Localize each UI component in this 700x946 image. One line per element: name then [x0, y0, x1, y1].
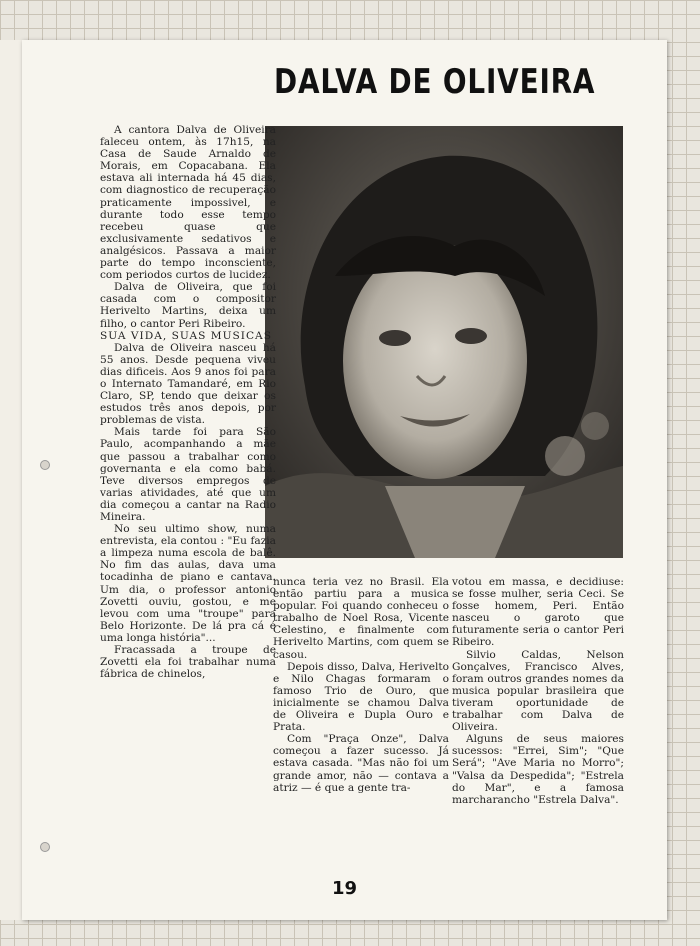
paragraph: Silvio Caldas, Nelson Gonçalves, Francisco Alves, foram outros grandes nomes da musica popular brasileira que tiveram oportunidade de trabalhar com Dalva de Oliveira.	[452, 648, 624, 734]
article-title: DALVA DE OLIVEIRA	[274, 62, 596, 102]
paragraph: votou em massa, e decidiuse: se fosse mulher, seria Ceci. Se fosse homem, Peri. Então nasceu o garoto que futuramente seria o cantor Peri Ribeiro.	[452, 576, 624, 649]
article-column-1	[100, 124, 276, 680]
staple-icon	[40, 460, 50, 470]
paragraph: Dalva de Oliveira nasceu há 55 anos. Desde pequena viveu dias dificeis. Aos 9 anos foi para o Internato Tamandaré, em Rio Claro, SP, tendo que deixar os estudos três anos depois, por problemas de vista.	[100, 341, 276, 427]
paragraph: No seu ultimo show, numa entrevista, ela contou : "Eu fazia a limpeza numa escola de balê. No fim das aulas, dava uma tocadinha de piano e cantava. Um dia, o professor antonio Zovetti ouviu, gostou, e me levou com uma "troupe" para Belo Horizonte. De lá pra cá é uma longa história"...	[100, 523, 276, 644]
paragraph: Mais tarde foi para São Paulo, acompanhando a mãe que passou a trabalhar como governanta e ela como babá. Teve diversos empregos de varias atividades, até que um dia começou a cantar na Radio Mineira.	[100, 426, 276, 523]
paragraph: Fracassada a troupe de Zovetti ela foi trabalhar numa fábrica de chinelos,	[100, 644, 276, 681]
section-subheading: SUA VIDA, SUAS MUSICAS	[100, 329, 272, 342]
paragraph: Com "Praça Onze", Dalva começou a fazer sucesso. Já estava casada. "Mas não foi um grande amor, não — contava a atriz — é que a gente tra-	[273, 733, 449, 794]
paragraph: A cantora Dalva de Oliveira faleceu ontem, às 17h15, na Casa de Saude Arnaldo de Morais, em Copacabana. Ela estava ali internada há 45 dias, com diagnostico de recuperação praticamente impossivel, e durante todo esse tempo recebeu quase que exclusivamente sedativos e analgésicos. Passava a maior parte do tempo inconsciente, com periodos curtos de lucidez.	[100, 124, 276, 282]
paragraph: Alguns de seus maiores sucessos: "Errei, Sim"; "Que Será"; "Ave Maria no Morro"; "Valsa da Despedida"; "Estrela do Mar", e a famosa marcharancho "Estrela Dalva".	[452, 733, 624, 806]
paragraph: Depois disso, Dalva, Herivelto e Nilo Chagas formaram o famoso Trio de Ouro, que inicialmente se chamou Dalva de Oliveira e Dupla Ouro e Prata.	[273, 660, 449, 734]
magazine-page	[22, 40, 667, 920]
paragraph: Dalva de Oliveira, que foi casada com o compositor Herivelto Martins, deixa um filho, o cantor Peri Ribeiro.	[100, 281, 276, 330]
paragraph: nunca teria vez no Brasil. Ela então partiu para a musica popular. Foi quando conheceu o trabalho de Noel Rosa, Vicente Celestino, e finalmente com Herivelto Martins, com quem se casou.	[273, 576, 449, 661]
portrait-photo	[265, 126, 623, 558]
staple-icon	[40, 842, 50, 852]
article-column-2	[273, 576, 449, 794]
page-number: 19	[331, 878, 358, 899]
article-column-3	[452, 576, 624, 806]
